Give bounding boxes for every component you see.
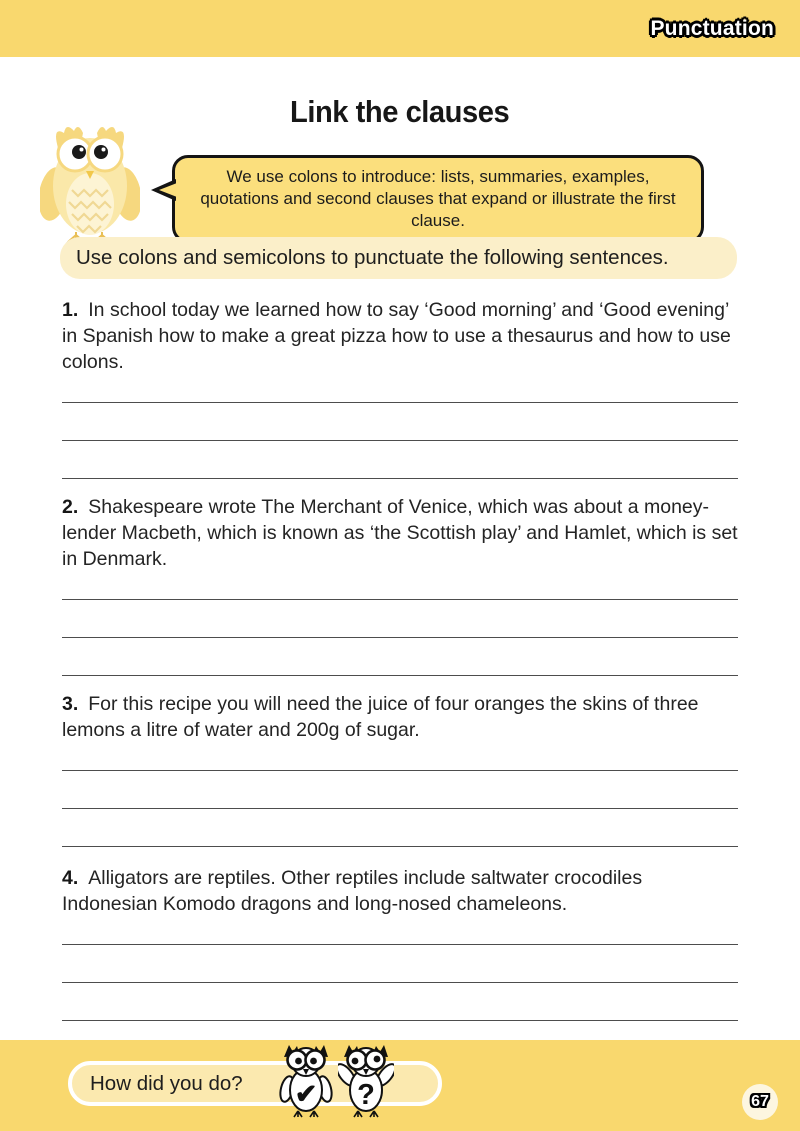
exercise-text: In school today we learned how to say ‘Good morning’ and ‘Good evening’ in Spanish how to make a great pizza how to use a thesaurus and how to use colons. — [62, 299, 731, 373]
exercise-4-sentence — [62, 865, 738, 917]
question-glyph: ? — [357, 1079, 375, 1111]
answer-line[interactable] — [62, 983, 738, 1021]
answer-line[interactable] — [62, 809, 738, 847]
top-band — [0, 0, 800, 57]
exercise-3 — [62, 691, 738, 847]
speech-bubble-text: We use colons to introduce: lists, summaries, examples, quotations and second clauses that expand or illustrate the first clause. — [200, 167, 676, 230]
owl-check-icon — [278, 1042, 334, 1123]
answer-line[interactable] — [62, 375, 738, 403]
exercise-2-sentence — [62, 494, 738, 572]
answer-line[interactable] — [62, 638, 738, 676]
exercise-number: 2. — [62, 496, 79, 518]
exercise-text: For this recipe you will need the juice of four oranges the skins of three lemons a litre of water and 200g of sugar. — [62, 693, 699, 741]
instruction-text: Use colons and semicolons to punctuate the following sentences. — [76, 246, 669, 269]
exercise-1-sentence — [62, 297, 738, 375]
exercise-2-answer-area — [62, 572, 738, 676]
exercise-1-answer-area — [62, 375, 738, 479]
exercise-number: 3. — [62, 693, 79, 715]
answer-line[interactable] — [62, 945, 738, 983]
answer-line[interactable] — [62, 743, 738, 771]
exercise-4 — [62, 865, 738, 1021]
exercise-text: Alligators are reptiles. Other reptiles include saltwater crocodiles Indonesian Komodo dragons and long-nosed chameleons. — [62, 867, 643, 915]
exercise-text: Shakespeare wrote The Merchant of Venice, which was about a money-lender Macbeth, which is known as ‘the Scottish play’ and Hamlet, which is set in Denmark. — [62, 496, 738, 570]
instruction-banner — [60, 237, 737, 279]
exercise-number: 1. — [62, 299, 79, 321]
owl-mascot-icon — [40, 118, 140, 253]
bottom-band — [0, 1040, 800, 1131]
exercise-number: 4. — [62, 867, 79, 889]
page-number: 67 — [751, 1093, 769, 1110]
answer-line[interactable] — [62, 572, 738, 600]
page-number-badge — [742, 1084, 778, 1120]
speech-bubble — [172, 155, 704, 243]
exercise-3-sentence — [62, 691, 738, 743]
answer-line[interactable] — [62, 403, 738, 441]
answer-line[interactable] — [62, 771, 738, 809]
exercise-3-answer-area — [62, 743, 738, 847]
owl-question-icon — [338, 1042, 394, 1123]
footer-prompt: How did you do? — [90, 1071, 243, 1095]
answer-line[interactable] — [62, 600, 738, 638]
check-glyph: ✔ — [294, 1079, 318, 1109]
answer-line[interactable] — [62, 917, 738, 945]
exercise-4-answer-area — [62, 917, 738, 1021]
exercise-1 — [62, 297, 738, 479]
exercise-2 — [62, 494, 738, 676]
page-title: Link the clauses — [290, 94, 510, 129]
answer-line[interactable] — [62, 441, 738, 479]
subject-tag: Punctuation — [650, 16, 774, 40]
